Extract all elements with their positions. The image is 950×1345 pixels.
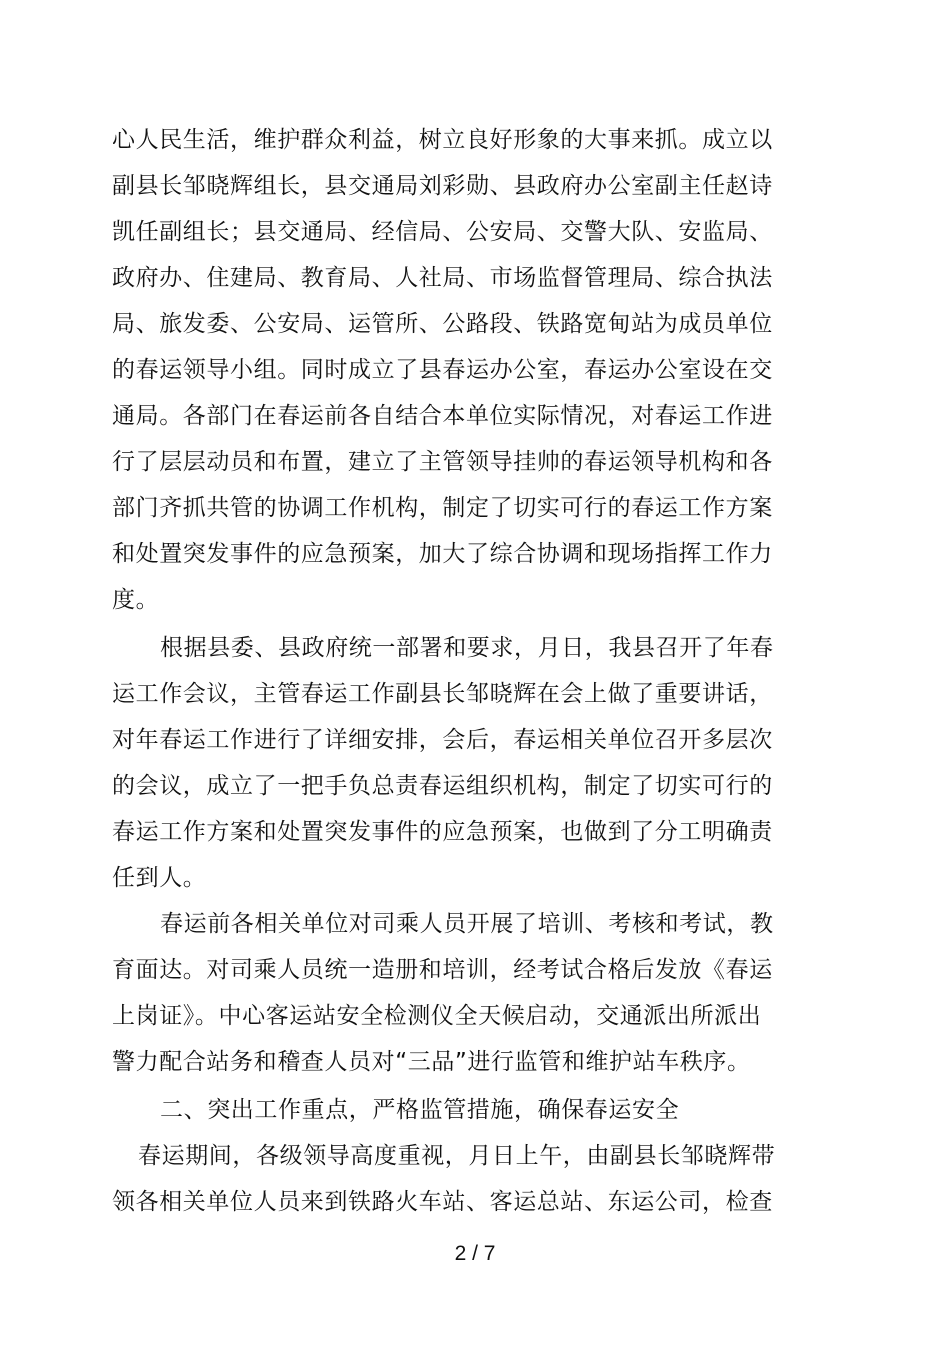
text-line: 任到人。 — [112, 865, 207, 891]
text-line: 对年春运工作进行了详细安排，会后，春运相关单位召开多层次 — [112, 727, 773, 753]
paragraph-first-line: 根据县委、县政府统一部署和要求，月日，我县召开了年春 — [160, 635, 774, 661]
text-line: 运工作会议，主管春运工作副县长邹晓辉在会上做了重要讲话， — [112, 681, 773, 707]
text-line: 的春运领导小组。同时成立了县春运办公室，春运办公室设在交 — [112, 357, 773, 383]
text-line: 政府办、住建局、教育局、人社局、市场监督管理局、综合执法 — [112, 265, 773, 291]
text-line: 领各相关单位人员来到铁路火车站、客运总站、东运公司，检查 — [112, 1189, 773, 1215]
text-line: 警力配合站务和稽查人员对“三品”进行监管和维护站车秩序。 — [112, 1049, 751, 1075]
section-heading: 二、突出工作重点，严格监管措施，确保春运安全 — [160, 1097, 680, 1123]
text-line: 的会议，成立了一把手负总责春运组织机构，制定了切实可行的 — [112, 773, 773, 799]
text-line: 局、旅发委、公安局、运管所、公路段、铁路宽甸站为成员单位 — [112, 311, 773, 337]
paragraph-first-line: 春运期间，各级领导高度重视，月日上午，由副县长邹晓辉带 — [138, 1143, 776, 1169]
text-line: 上岗证》。中心客运站安全检测仪全天候启动，交通派出所派出 — [112, 1003, 762, 1029]
text-line: 行了层层动员和布置，建立了主管领导挂帅的春运领导机构和各 — [112, 449, 773, 475]
text-line: 副县长邹晓辉组长，县交通局刘彩勋、县政府办公室副主任赵诗 — [112, 173, 773, 199]
text-line: 通局。各部门在春运前各自结合本单位实际情况，对春运工作进 — [112, 403, 773, 429]
text-line: 育面达。对司乘人员统一造册和培训，经考试合格后发放《春运 — [112, 957, 773, 983]
text-line: 凯任副组长；县交通局、经信局、公安局、交警大队、安监局、 — [112, 219, 773, 245]
text-line: 度。 — [112, 587, 160, 613]
text-line: 心人民生活，维护群众利益，树立良好形象的大事来抓。成立以 — [112, 127, 773, 153]
paragraph-first-line: 春运前各相关单位对司乘人员开展了培训、考核和考试，教 — [160, 911, 774, 937]
text-line: 春运工作方案和处置突发事件的应急预案，也做到了分工明确责 — [112, 819, 773, 845]
text-line: 和处置突发事件的应急预案，加大了综合协调和现场指挥工作力 — [112, 541, 773, 567]
page-number: 2 / 7 — [454, 1242, 496, 1265]
text-line: 部门齐抓共管的协调工作机构，制定了切实可行的春运工作方案 — [112, 495, 773, 521]
